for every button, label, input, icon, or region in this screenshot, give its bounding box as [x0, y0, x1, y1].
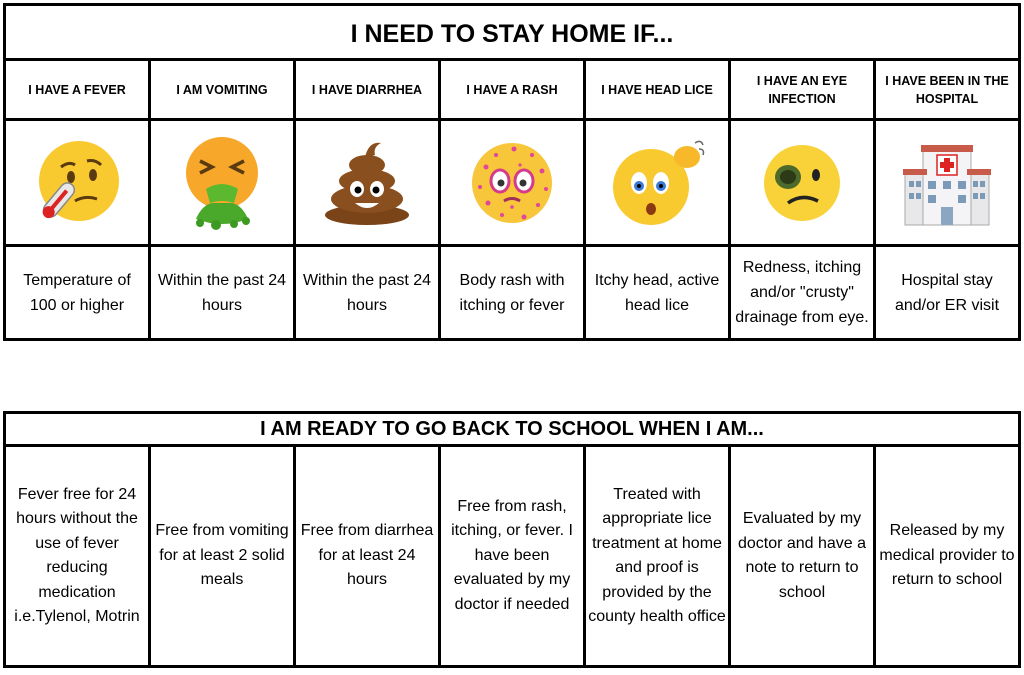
condition-rash: Body rash with itching or fever	[440, 246, 585, 340]
stay-home-title: I NEED TO STAY HOME IF...	[5, 5, 1020, 60]
header-fever: I HAVE A FEVER	[5, 60, 150, 120]
header-hospital: I HAVE BEEN IN THE HOSPITAL	[875, 60, 1020, 120]
header-vomiting: I AM VOMITING	[150, 60, 295, 120]
symptom-header-row	[5, 60, 1020, 120]
black-eye-face-icon	[756, 137, 848, 229]
stay-home-table	[3, 3, 1021, 341]
back-to-school-table	[3, 411, 1021, 668]
icon-row	[5, 120, 1020, 246]
criteria-diarrhea: Free from diarrhea for at least 24 hours	[295, 446, 440, 667]
hospital-icon	[901, 137, 993, 229]
condition-hospital: Hospital stay and/or ER visit	[875, 246, 1020, 340]
poop-icon	[321, 137, 413, 229]
condition-diarrhea: Within the past 24 hours	[295, 246, 440, 340]
criteria-row	[5, 446, 1020, 667]
header-diarrhea: I HAVE DIARRHEA	[295, 60, 440, 120]
header-eye-infection: I HAVE AN EYE INFECTION	[730, 60, 875, 120]
criteria-head-lice: Treated with appropriate lice treatment at home and proof is provided by the county health office	[585, 446, 730, 667]
condition-row	[5, 246, 1020, 340]
criteria-vomiting: Free from vomiting for at least 2 solid meals	[150, 446, 295, 667]
condition-eye-infection: Redness, itching and/or "crusty" drainage from eye.	[730, 246, 875, 340]
condition-head-lice: Itchy head, active head lice	[585, 246, 730, 340]
criteria-fever: Fever free for 24 hours without the use of fever reducing medication i.e.Tylenol, Motrin	[5, 446, 150, 667]
header-rash: I HAVE A RASH	[440, 60, 585, 120]
condition-fever: Temperature of 100 or higher	[5, 246, 150, 340]
head-scratching-face-icon	[607, 135, 707, 231]
header-head-lice: I HAVE HEAD LICE	[585, 60, 730, 120]
criteria-rash: Free from rash, itching, or fever. I have been evaluated by my doctor if needed	[440, 446, 585, 667]
condition-vomiting: Within the past 24 hours	[150, 246, 295, 340]
back-to-school-title: I AM READY TO GO BACK TO SCHOOL WHEN I AM...	[5, 413, 1020, 446]
criteria-hospital: Released by my medical provider to return to school	[875, 446, 1020, 667]
criteria-eye-infection: Evaluated by my doctor and have a note to return to school	[730, 446, 875, 667]
vomiting-face-icon	[176, 133, 268, 233]
thermometer-face-icon	[31, 137, 123, 229]
rash-face-icon	[466, 137, 558, 229]
